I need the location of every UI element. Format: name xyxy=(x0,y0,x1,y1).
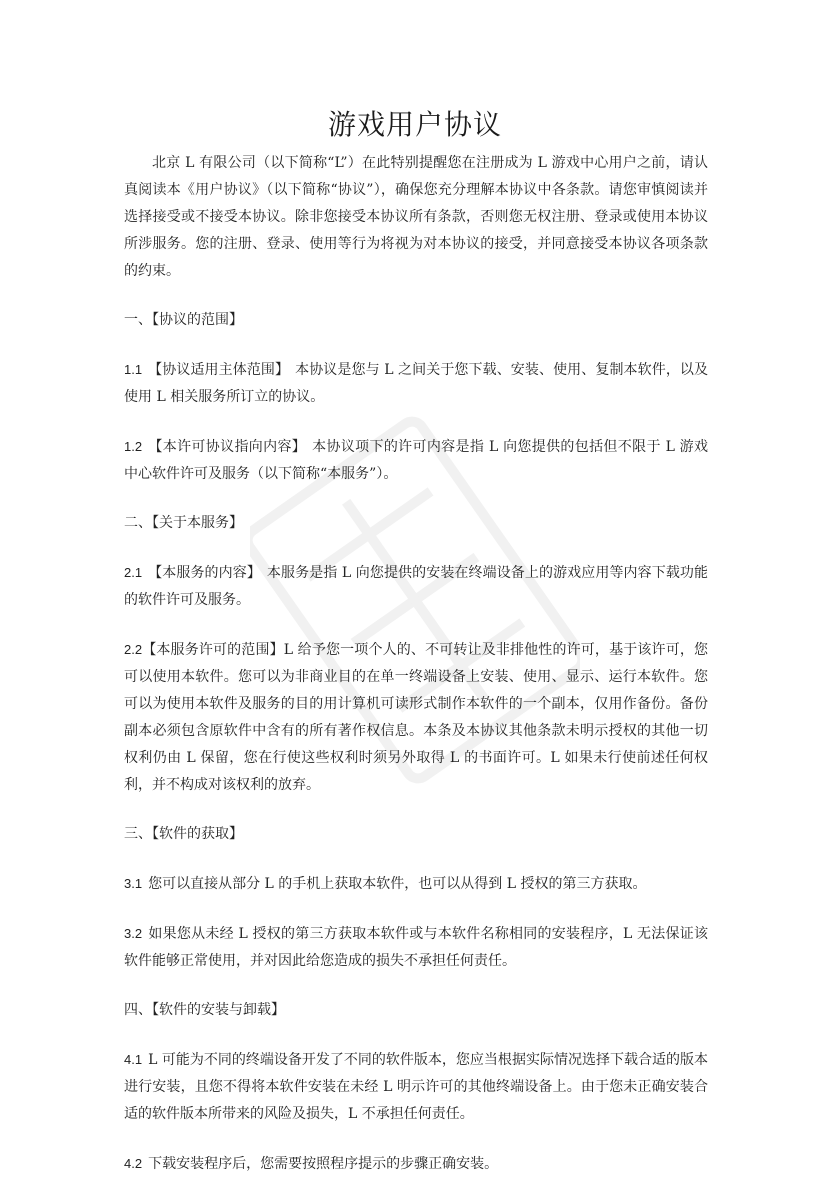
clause-tag: 【本服务的内容】 xyxy=(148,565,261,581)
section-heading: 三、【软件的获取】 xyxy=(124,826,243,842)
clause-text: L 可能为不同的终端设备开发了不同的软件版本，您应当根据实际情况选择下载合适的版本进行安装，且您不得将本软件安装在未经 L 明示许可的其他终端设备上。由于您未正确安装合适的软件版本所带来的风险及损失，L 不承担任何责任。 xyxy=(124,1052,708,1122)
clause-1-2 xyxy=(124,433,708,488)
clause-tag: 【本许可协议指向内容】 xyxy=(148,439,307,455)
section-heading: 四、【软件的安装与卸载】 xyxy=(124,1002,285,1018)
clause-text: 如果您从未经 L 授权的第三方获取本软件或与本软件名称相同的安装程序，L 无法保证该软件能够正常使用，并对因此给您造成的损失不承担任何责任。 xyxy=(124,926,708,969)
clause-tag: 【本服务许可的范围】 xyxy=(142,642,284,658)
clause-number: 2.2 xyxy=(124,642,143,657)
section-heading: 一、【协议的范围】 xyxy=(124,312,243,328)
intro-paragraph: 北京 L 有限公司（以下简称“L”）在此特别提醒您在注册成为 L 游戏中心用户之前，请认真阅读本《用户协议》（以下简称“协议”），确保您充分理解本协议中各条款。请您审慎阅读并选择接受或不接受本协议。除非您接受本协议所有条款，否则您无权注册、登录或使用本协议所涉服务。您的注册、登录、使用等行为将视为对本协议的接受，并同意接受本协议各项条款的约束。 xyxy=(124,155,708,279)
clause-1-1 xyxy=(124,356,708,411)
clause-text: 您可以直接从部分 L 的手机上获取本软件，也可以从得到 L 授权的第三方获取。 xyxy=(148,876,647,892)
clause-3-2 xyxy=(124,920,708,975)
clause-text: 本协议是您与 L 之间关于您下载、安装、使用、复制本软件，以及使用 L 相关服务所订立的协议。 xyxy=(124,362,709,405)
clause-number: 1.1 xyxy=(124,362,143,377)
clause-text: L 给予您一项个人的、不可转让及非排他性的许可，基于该许可，您可以使用本软件。您可以为非商业目的在单一终端设备上安装、使用、显示、运行本软件。您可以为使用本软件及服务的目的用计算机可读形式制作本软件的一个副本，仅用作备份。备份副本必须包含原软件中含有的所有著作权信息。本条及本协议其他条款未明示授权的其他一切权利仍由 L 保留，您在行使这些权利时须另外取得 L 的书面许可。L 如果未行使前述任何权利，并不构成对该权利的放弃。 xyxy=(124,642,709,793)
clause-text: 下载安装程序后，您需要按照程序提示的步骤正确安装。 xyxy=(148,1156,499,1172)
clause-number: 4.1 xyxy=(124,1052,143,1067)
clause-number: 3.1 xyxy=(124,876,143,891)
clause-text: 本服务是指 L 向您提供的安装在终端设备上的游戏应用等内容下载功能的软件许可及服务。 xyxy=(124,565,708,608)
clause-text: 本协议项下的许可内容是指 L 向您提供的包括但不限于 L 游戏中心软件许可及服务（以下简称“本服务”）。 xyxy=(124,439,708,482)
clause-number: 1.2 xyxy=(124,439,143,454)
clause-2-2 xyxy=(124,636,708,799)
clause-number: 4.2 xyxy=(124,1156,143,1171)
clause-number: 2.1 xyxy=(124,565,143,580)
agreement-body xyxy=(124,150,708,1200)
clause-tag: 【协议适用主体范围】 xyxy=(148,362,290,378)
clause-2-1 xyxy=(124,559,708,614)
page-title: 游戏用户协议 xyxy=(327,108,502,141)
section-heading: 二、【关于本服务】 xyxy=(124,515,243,531)
clause-number: 3.2 xyxy=(124,926,143,941)
clause-3-1 xyxy=(124,870,708,898)
clause-4-1 xyxy=(124,1046,708,1128)
